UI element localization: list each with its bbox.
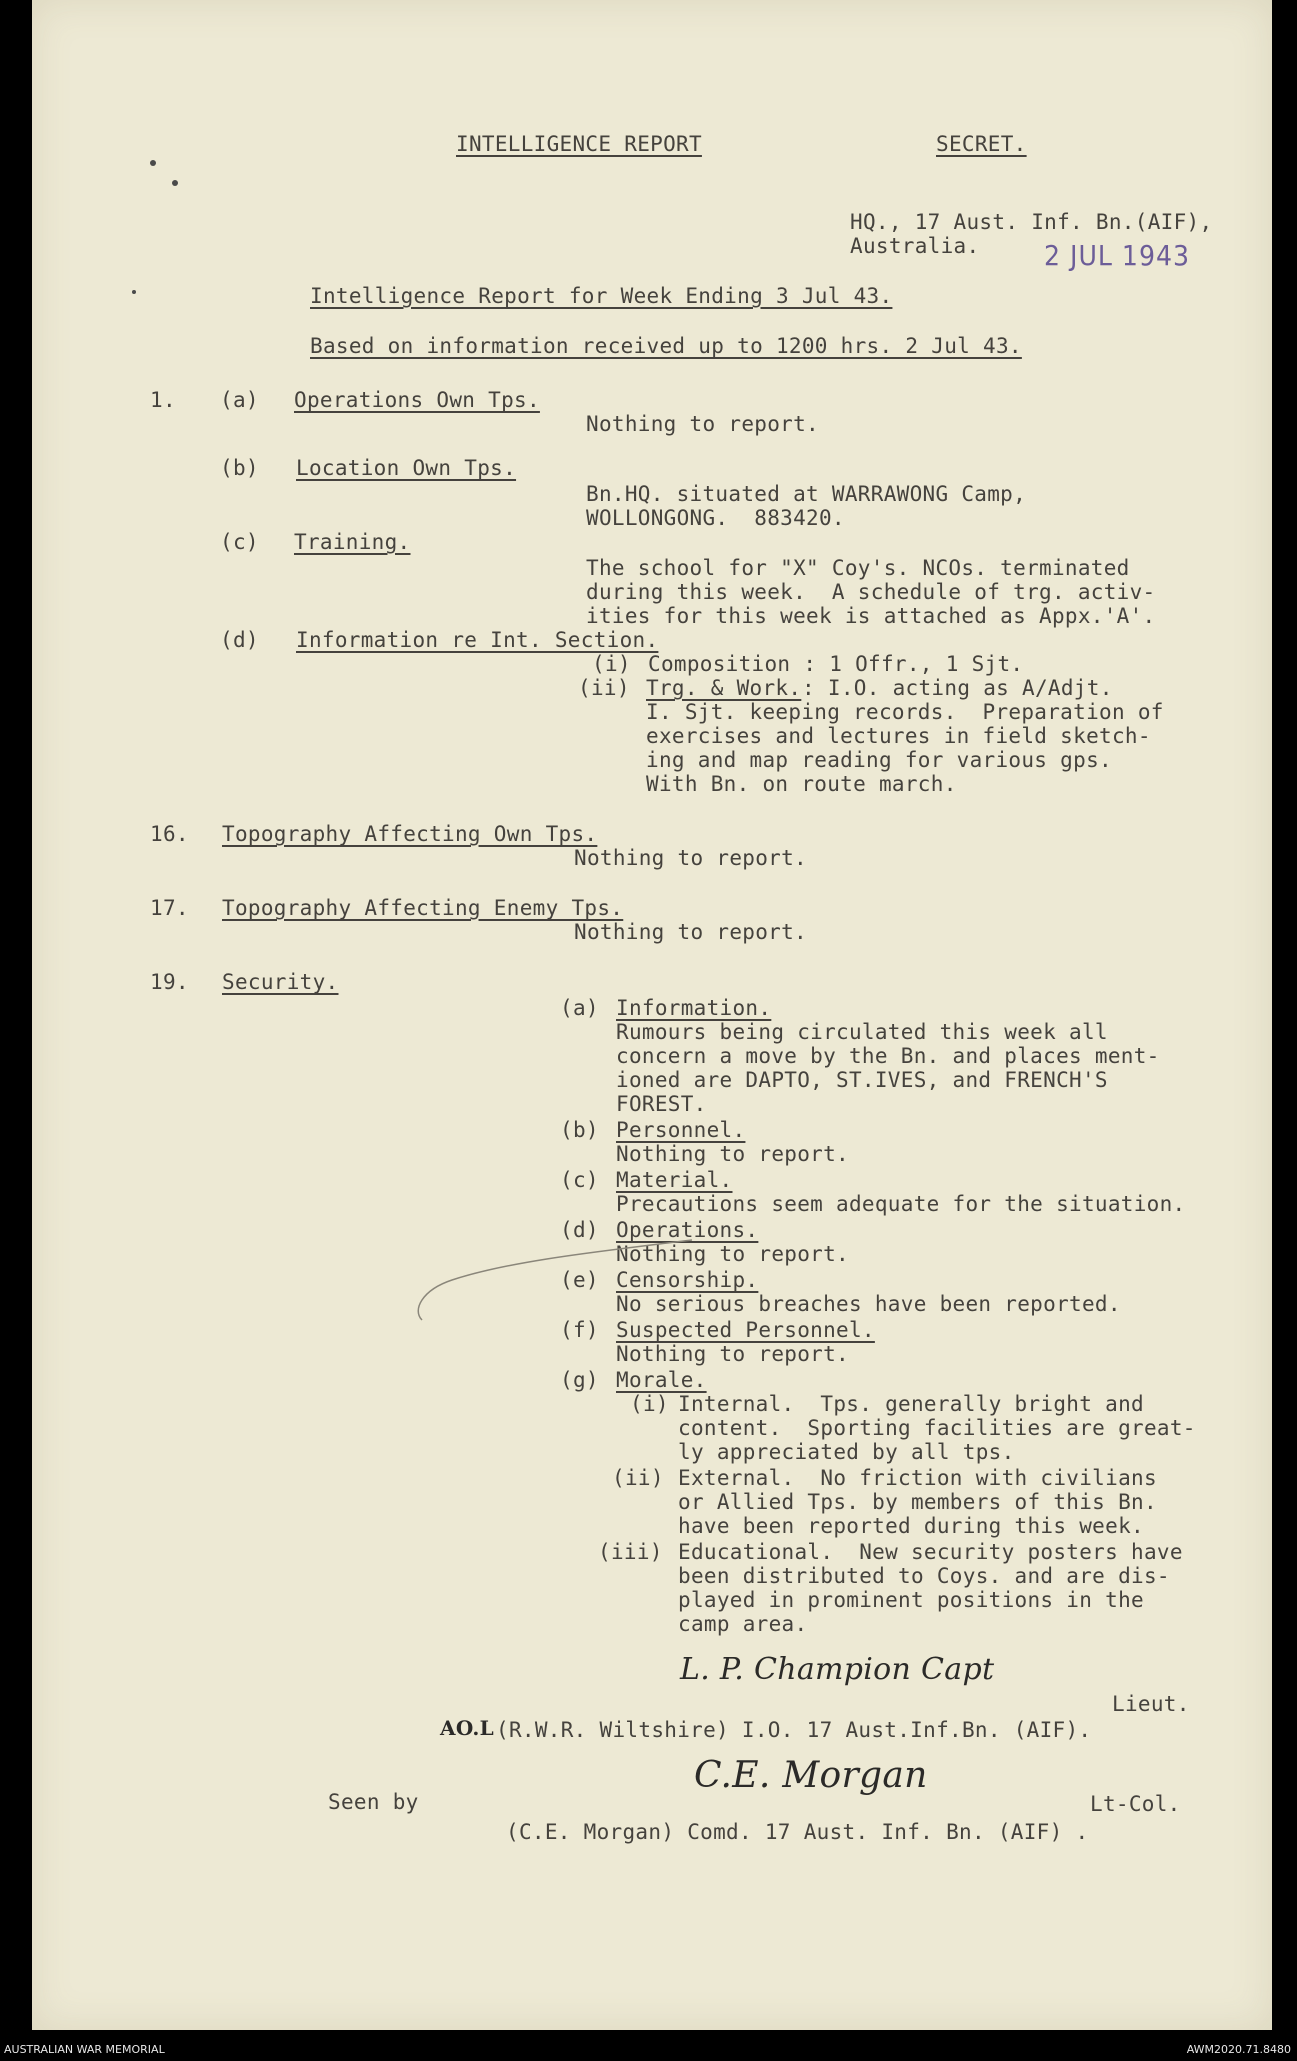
signature-morgan: C.E. Morgan	[694, 1755, 928, 1796]
item-label: (d)	[560, 1218, 599, 1242]
subitem-label: (i)	[592, 652, 631, 676]
item-text: External. No friction with civilians	[678, 1466, 1157, 1490]
item-heading: Censorship.	[616, 1268, 759, 1292]
item-heading: Morale.	[616, 1368, 707, 1392]
report-basis: Based on information received up to 1200 hrs. 2 Jul 43.	[310, 334, 1022, 358]
item-heading: Information.	[616, 996, 772, 1020]
item-text: With Bn. on route march.	[646, 772, 957, 796]
subitem-label: (ii)	[612, 1466, 664, 1490]
item-label: (f)	[560, 1318, 599, 1342]
item-label: (a)	[560, 996, 599, 1020]
report-title: Intelligence Report for Week Ending 3 Jul 43.	[310, 284, 893, 308]
item-text: : I.O. acting as A/Adjt.	[802, 676, 1113, 700]
item-text: concern a move by the Bn. and places ment-	[616, 1044, 1160, 1068]
item-text: ly appreciated by all tps.	[678, 1440, 1015, 1464]
section-number: 1.	[150, 388, 176, 412]
item-heading: Suspected Personnel.	[616, 1318, 875, 1342]
item-heading: Personnel.	[616, 1118, 746, 1142]
item-text: Nothing to report.	[616, 1242, 849, 1266]
item-heading: Information re Int. Section.	[296, 628, 659, 652]
archive-name: AUSTRALIAN WAR MEMORIAL	[4, 2043, 165, 2056]
item-text: Nothing to report.	[616, 1142, 849, 1166]
classification: SECRET.	[936, 132, 1027, 156]
item-text: Nothing to report.	[574, 846, 807, 870]
section-number: 19.	[150, 970, 189, 994]
item-text: Nothing to report.	[574, 920, 807, 944]
pencil-stroke	[392, 1220, 712, 1330]
punch-hole	[132, 290, 136, 294]
subitem-heading: Trg. & Work.	[646, 676, 802, 700]
item-label: (d)	[220, 628, 259, 652]
item-heading: Operations Own Tps.	[294, 388, 540, 412]
seen-by-label: Seen by	[328, 1790, 419, 1814]
item-text: Nothing to report.	[616, 1342, 849, 1366]
rank-label: Lieut.	[1112, 1692, 1190, 1716]
item-text: or Allied Tps. by members of this Bn.	[678, 1490, 1157, 1514]
subitem-label: (ii)	[578, 676, 630, 700]
section-heading: Security.	[222, 970, 339, 994]
officer-name: (R.W.R. Wiltshire) I.O. 17 Aust.Inf.Bn. (AIF).	[496, 1718, 1092, 1742]
section-heading: Topography Affecting Own Tps.	[222, 822, 598, 846]
for-mark: AO.L	[440, 1716, 494, 1740]
item-label: (e)	[560, 1268, 599, 1292]
item-text: FOREST.	[616, 1092, 707, 1116]
item-text: Composition : 1 Offr., 1 Sjt.	[648, 652, 1024, 676]
item-text: content. Sporting facilities are great-	[678, 1416, 1196, 1440]
unit-line-1: HQ., 17 Aust. Inf. Bn.(AIF),	[850, 210, 1213, 234]
item-text: The school for "X" Coy's. NCOs. terminated	[586, 556, 1130, 580]
item-label: (c)	[220, 530, 259, 554]
archive-footer	[0, 2038, 1297, 2061]
rank-label: Lt-Col.	[1090, 1792, 1181, 1816]
item-text: ioned are DAPTO, ST.IVES, and FRENCH'S	[616, 1068, 1108, 1092]
item-heading: Operations.	[616, 1218, 759, 1242]
item-text: No serious breaches have been reported.	[616, 1292, 1121, 1316]
item-text: Educational. New security posters have	[678, 1540, 1183, 1564]
item-text: Nothing to report.	[586, 412, 819, 436]
item-text: Rumours being circulated this week all	[616, 1020, 1108, 1044]
item-text: camp area.	[678, 1612, 808, 1636]
item-label: (g)	[560, 1368, 599, 1392]
punch-hole	[150, 160, 156, 166]
item-text: ing and map reading for various gps.	[646, 748, 1112, 772]
archive-id: AWM2020.71.8480	[1186, 2043, 1291, 2056]
item-text: exercises and lectures in field sketch-	[646, 724, 1151, 748]
item-text: been distributed to Coys. and are dis-	[678, 1564, 1170, 1588]
item-heading: Location Own Tps.	[296, 456, 517, 480]
item-text: during this week. A schedule of trg. activ-	[586, 580, 1156, 604]
signature-champion: L. P. Champion Capt	[680, 1652, 995, 1687]
item-text: have been reported during this week.	[678, 1514, 1144, 1538]
item-text: Precautions seem adequate for the situation.	[616, 1192, 1186, 1216]
unit-line-2: Australia.	[850, 234, 980, 258]
item-text: I. Sjt. keeping records. Preparation of	[646, 700, 1164, 724]
item-label: (b)	[220, 456, 259, 480]
section-heading: Topography Affecting Enemy Tps.	[222, 896, 624, 920]
section-number: 17.	[150, 896, 189, 920]
punch-hole	[172, 180, 178, 186]
commander-name: (C.E. Morgan) Comd. 17 Aust. Inf. Bn. (AIF) .	[506, 1820, 1089, 1844]
section-number: 16.	[150, 822, 189, 846]
item-text: Bn.HQ. situated at WARRAWONG Camp,	[586, 482, 1027, 506]
item-text: WOLLONGONG. 883420.	[586, 506, 845, 530]
date-stamp: 2 JUL 1943	[1044, 239, 1191, 272]
item-text: ities for this week is attached as Appx.'A'.	[586, 604, 1156, 628]
item-heading: Training.	[294, 530, 411, 554]
item-text: played in prominent positions in the	[678, 1588, 1144, 1612]
subitem-label: (i)	[630, 1392, 669, 1416]
report-heading: INTELLIGENCE REPORT	[456, 132, 702, 156]
item-label: (b)	[560, 1118, 599, 1142]
document-page	[32, 0, 1272, 2030]
item-heading: Material.	[616, 1168, 733, 1192]
item-label: (c)	[560, 1168, 599, 1192]
subitem-label: (iii)	[598, 1540, 663, 1564]
item-text: Internal. Tps. generally bright and	[678, 1392, 1144, 1416]
item-label: (a)	[220, 388, 259, 412]
